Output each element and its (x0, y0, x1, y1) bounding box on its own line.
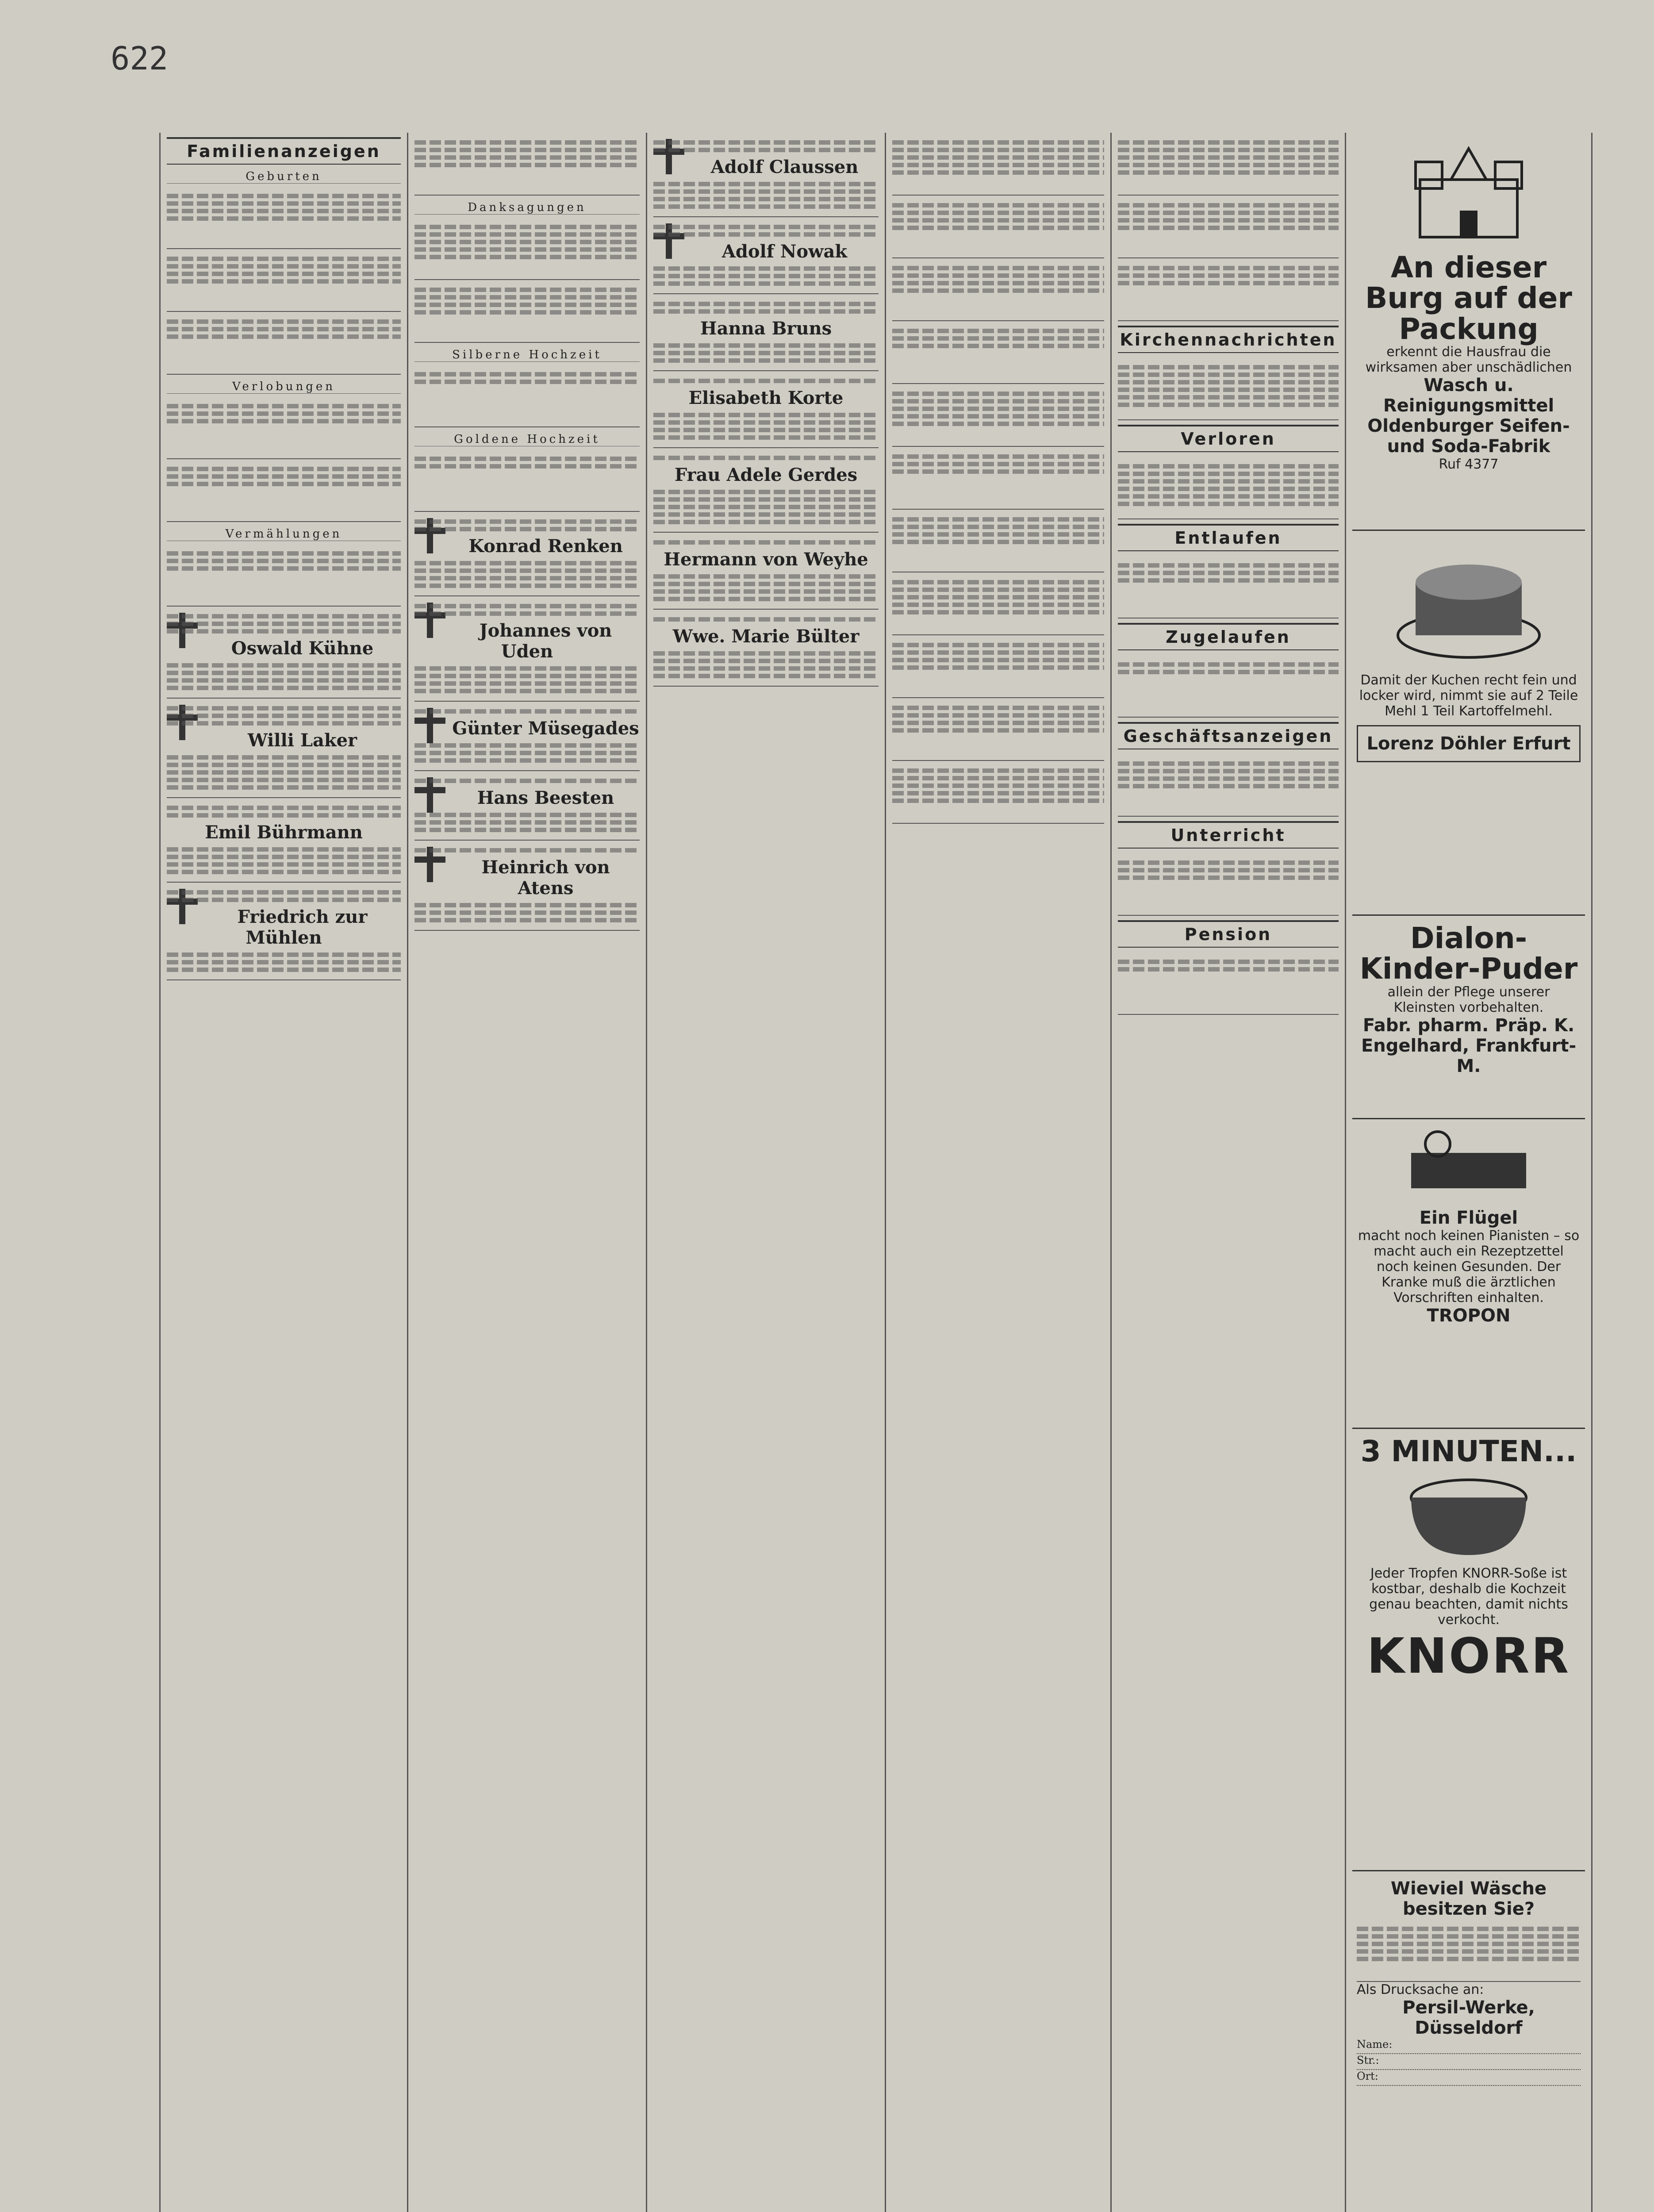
city-field[interactable]: Ort: (1357, 2070, 1581, 2086)
persil-form-label: Als Drucksache an: (1357, 1982, 1484, 1997)
obituary (414, 702, 640, 771)
obituary-name: Johannes von Uden (479, 620, 612, 662)
doehler-brand: Lorenz Döhler Erfurt (1357, 725, 1581, 762)
obituary-name: Günter Müsegades (452, 718, 639, 739)
name-field[interactable]: Name: (1357, 2038, 1581, 2054)
obituary (653, 133, 879, 217)
birth-notice (167, 249, 401, 312)
column-3 (646, 133, 885, 2212)
classified-notice (1118, 457, 1339, 519)
column-5 (1110, 133, 1345, 2212)
obituary (414, 512, 640, 596)
birth-notice (167, 186, 401, 249)
obituary-name: Hanna Bruns (700, 318, 832, 339)
section-thanks: Danksagungen (414, 201, 640, 215)
obituary (653, 294, 879, 371)
dialon-sub: allein der Pflege unserer Kleinsten vorbehalten. (1387, 984, 1550, 1015)
tropon-brand: TROPON (1427, 1306, 1511, 1326)
dialon-company: Fabr. pharm. Präp. K. Engelhard, Frankfurt-M. (1361, 1015, 1577, 1076)
obituary-name: Frau Adele Gerdes (674, 465, 858, 485)
page-number: 622 (111, 40, 169, 77)
persil-headline: Wieviel Wäsche besitzen Sie? (1390, 1878, 1547, 1919)
column-1 (159, 133, 407, 2212)
tropon-ad (1352, 1119, 1585, 1429)
marriage-notice (167, 544, 401, 607)
church-notice (1118, 357, 1339, 420)
thank-you-notice (892, 572, 1104, 635)
burg-product: Wasch u. Reinigungsmittel (1383, 375, 1554, 416)
obituary-name: Willi Laker (247, 730, 357, 751)
obituary (167, 883, 401, 980)
pot-icon (1398, 1467, 1539, 1564)
piano-icon (1402, 1126, 1535, 1206)
thank-you-notice (892, 761, 1104, 824)
wedding-notice (414, 449, 640, 512)
thank-you-notice (892, 510, 1104, 572)
obituary (653, 533, 879, 610)
obituary-name: Friedrich zur Mühlen (237, 906, 368, 948)
section-teaching: Unterricht (1118, 821, 1339, 849)
tropon-text: macht noch keinen Pianisten – so macht auch ein Rezeptzettel noch keinen Gesunden. Der Kranke muß die ärztlichen Vorschriften einhalten. (1358, 1228, 1580, 1306)
classified-notice (1118, 655, 1339, 718)
birth-notice (167, 312, 401, 375)
classified-notice (1118, 952, 1339, 1015)
section-births: Geburten (167, 170, 401, 184)
knorr-headline: 3 MINUTEN... (1360, 1434, 1577, 1468)
obituary-name: Konrad Renken (468, 536, 623, 557)
knorr-text: Jeder Tropfen KNORR-Soße ist kostbar, deshalb die Kochzeit genau beachten, damit nichts verkocht. (1369, 1566, 1568, 1628)
section-business: Geschäftsanzeigen (1118, 722, 1339, 749)
section-pension: Pension (1118, 920, 1339, 948)
column-4 (885, 133, 1110, 2212)
classified-notice (1118, 853, 1339, 916)
obituary (414, 596, 640, 702)
obituary-name: Elisabeth Korte (688, 388, 844, 408)
thank-you-notice (414, 280, 640, 343)
obituary (653, 371, 879, 448)
classified-notice (1118, 556, 1339, 618)
thank-you-notice (1118, 258, 1339, 321)
thank-you-notice (892, 698, 1104, 761)
burg-company: Oldenburger Seifen- und Soda-Fabrik (1367, 415, 1570, 457)
knorr-ad (1352, 1429, 1585, 1871)
obituary (414, 841, 640, 931)
dialon-ad (1352, 916, 1585, 1119)
burg-headline: An dieser Burg auf der Packung (1365, 250, 1572, 346)
thank-you-notice (892, 196, 1104, 258)
section-runaway: Entlaufen (1118, 524, 1339, 551)
obituary (653, 217, 879, 294)
dialon-headline: Dialon-Kinder-Puder (1359, 921, 1578, 986)
obituary-name: Emil Bührmann (205, 822, 363, 843)
section-marriages: Vermählungen (167, 527, 401, 541)
section-church-news: Kirchennachrichten (1118, 326, 1339, 353)
column-2 (407, 133, 646, 2212)
obituary-name: Adolf Nowak (721, 241, 848, 262)
obituary-name: Wwe. Marie Bülter (672, 626, 860, 647)
street-field[interactable]: Str.: (1357, 2054, 1581, 2070)
obituary-name: Heinrich von Atens (481, 857, 610, 899)
section-family-ads: Familienanzeigen (167, 137, 401, 165)
section-moved: Zugelaufen (1118, 623, 1339, 650)
persil-ad (1352, 1871, 1585, 2208)
thank-you-notice (892, 384, 1104, 447)
obituary (653, 610, 879, 687)
doehler-ad (1352, 531, 1585, 916)
wedding-notice (414, 365, 640, 427)
thank-you-notice (414, 217, 640, 280)
obituary-name: Hermann von Weyhe (664, 549, 868, 570)
engagement-notice (167, 396, 401, 459)
thank-you-notice (414, 133, 640, 196)
obituary (167, 699, 401, 798)
doehler-tagline: Damit der Kuchen recht fein und locker wird, nimmt sie auf 2 Teile Mehl 1 Teil Kartoffelmehl. (1359, 672, 1578, 719)
persil-body (1357, 1919, 1581, 1982)
tropon-headline: Ein Flügel (1419, 1208, 1518, 1228)
burg-phone: Ruf 4377 (1439, 456, 1499, 472)
burg-sub: erkennt die Hausfrau die wirksamen aber unschädlichen (1365, 344, 1572, 375)
classified-notice (1118, 754, 1339, 817)
persil-company: Persil-Werke, Düsseldorf (1402, 1997, 1535, 2038)
obituary (167, 798, 401, 883)
burg-ad (1352, 133, 1585, 531)
section-golden-wedding: Goldene Hochzeit (414, 433, 640, 446)
thank-you-notice (892, 635, 1104, 698)
thank-you-notice (892, 133, 1104, 196)
obituary-name: Oswald Kühne (231, 638, 374, 659)
obituary (414, 771, 640, 841)
obituary (167, 607, 401, 699)
obituary-name: Adolf Claussen (710, 157, 859, 177)
knorr-brand: KNORR (1366, 1628, 1571, 1685)
ads-column (1345, 133, 1593, 2212)
section-lost: Verloren (1118, 425, 1339, 452)
thank-you-notice (1118, 133, 1339, 196)
thank-you-notice (892, 447, 1104, 510)
thank-you-notice (892, 258, 1104, 321)
engagement-notice (167, 459, 401, 522)
thank-you-notice (892, 321, 1104, 384)
thank-you-notice (1118, 196, 1339, 258)
section-engagements: Verlobungen (167, 380, 401, 394)
obituary-name: Hans Beesten (477, 787, 614, 808)
cake-icon (1389, 538, 1548, 671)
castle-icon (1402, 140, 1535, 246)
section-silver-wedding: Silberne Hochzeit (414, 348, 640, 362)
obituary (653, 448, 879, 533)
